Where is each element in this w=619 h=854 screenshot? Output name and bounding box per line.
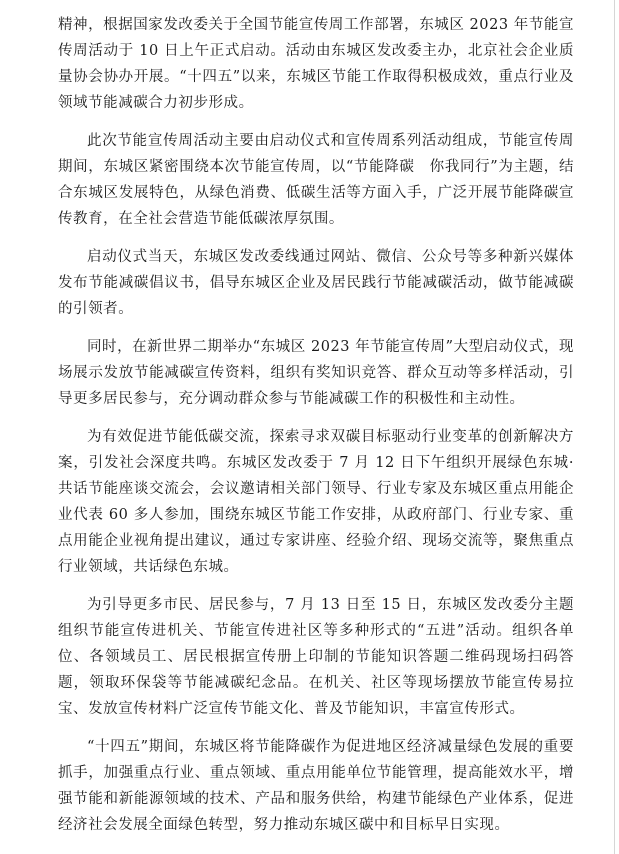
paragraph-5: 为有效促进节能低碳交流，探索寻求双碳目标驱动行业变革的创新解决方案，引发社会深度共鸣。东城区发改委于 7 月 12 日下午组织开展绿色东城·共话节能座谈交流会，会议邀请相关部门领导、行业专家及东城区重点用能企业代表 60 多人参加，围绕东城区节能工作安排，从政府部门、行业专家、重点用能企业视角提出建议，通过专家讲座、经验介绍、现场交流等，聚焦重点行业领域，共话绿色东城。 <box>58 429 574 575</box>
page-edge-divider <box>614 0 615 854</box>
paragraph-6: 为引导更多市民、居民参与，7 月 13 日至 15 日，东城区发改委分主题组织节能宣传进机关、节能宣传进社区等多种形式的“五进”活动。组织各单位、各领域员工、居民根据宣传册上印制的节能知识答题二维码现场扫码答题，领取环保袋等节能减碳纪念品。在机关、社区等现场摆放节能宣传易拉宝、发放宣传材料广泛宣传节能文化、普及节能知识，丰富宣传形式。 <box>58 597 574 717</box>
paragraph-7: “十四五”期间，东城区将节能降碳作为促进地区经济减量绿色发展的重要抓手，加强重点行业、重点领域、重点用能单位节能管理，提高能效水平，增强节能和新能源领域的技术、产品和服务供给，构建节能绿色产业体系，促进经济社会发展全面绿色转型，努力推动东城区碳中和目标早日实现。 <box>58 739 574 833</box>
paragraph-2: 此次节能宣传周活动主要由启动仪式和宣传周系列活动组成，节能宣传周期间，东城区紧密围绕本次节能宣传周，以“节能降碳 你我同行”为主题，结合东城区发展特色，从绿色消费、低碳生活等方面入手，广泛开展节能降碳宣传教育，在全社会营造节能低碳浓厚氛围。 <box>58 133 574 227</box>
paragraph-1: 精神，根据国家发改委关于全国节能宣传周工作部署，东城区 2023 年节能宣传周活动于 10 日上午正式启动。活动由东城区发改委主办，北京社会企业质量协会协办开展。“十四五”以来，东城区节能工作取得积极成效，重点行业及领域节能减碳合力初步形成。 <box>58 17 574 111</box>
paragraph-4: 同时，在新世界二期举办“东城区 2023 年节能宣传周”大型启动仪式，现场展示发放节能减碳宣传资料，组织有奖知识竞答、群众互动等多样活动，引导更多居民参与，充分调动群众参与节能减碳工作的积极性和主动性。 <box>58 339 574 407</box>
document-body <box>58 12 574 850</box>
paragraph-3: 启动仪式当天，东城区发改委线通过网站、微信、公众号等多种新兴媒体发布节能减碳倡议书，倡导东城区企业及居民践行节能减碳活动，做节能减碳的引领者。 <box>58 249 574 317</box>
